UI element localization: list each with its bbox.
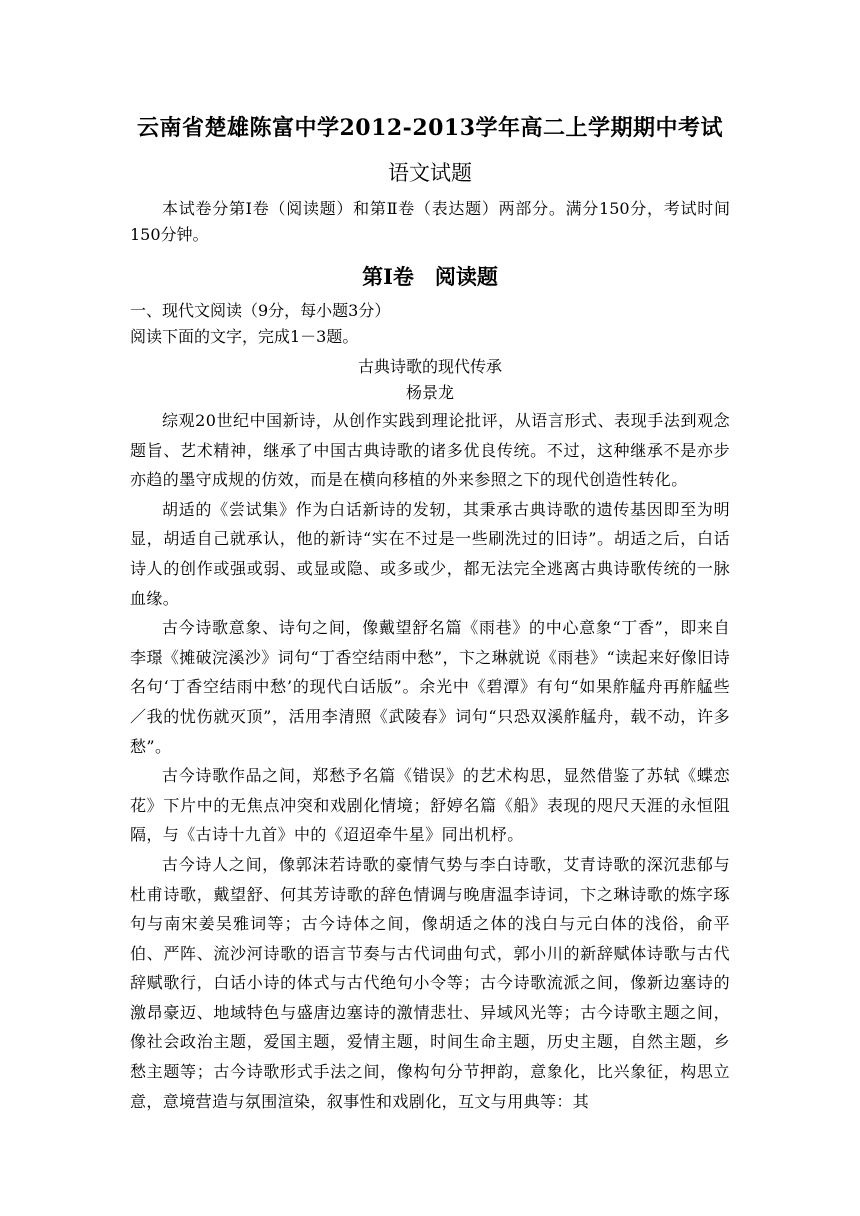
section-label: 一、现代文阅读（9分，每小题3分）: [130, 301, 391, 320]
reading-instruction: 阅读下面的文字，完成1－3题。: [130, 327, 359, 346]
exam-intro: 本试卷分第Ⅰ卷（阅读题）和第Ⅱ卷（表达题）两部分。满分150分，考试时间150分钟。: [130, 199, 730, 244]
exam-page: [130, 112, 730, 1116]
exam-subtitle: 语文试题: [388, 161, 472, 185]
exam-title: 云南省楚雄陈富中学2012-2013学年高二上学期期中考试: [136, 115, 724, 141]
article-paragraph: 古今诗人之间，像郭沫若诗歌的豪情气势与李白诗歌，艾青诗歌的深沉悲郁与杜甫诗歌，戴望舒、何其芳诗歌的辞色情调与晚唐温李诗词，卞之琳诗歌的炼字琢句与南宋姜吴雅词等；古今诗体之间，像胡适之体的浅白与元白体的浅俗，俞平伯、严阵、流沙河诗歌的语言节奏与古代词曲句式，郭小川的新辞赋体诗歌与古代辞赋歌行，白话小诗的体式与古代绝句小令等；古今诗歌流派之间，像新边塞诗的激昂豪迈、地域特色与盛唐边塞诗的激情悲壮、异域风光等；古今诗歌主题之间，像社会政治主题，爱国主题，爱情主题，时间生命主题，历史主题，自然主题，乡愁主题等；古今诗歌形式手法之间，像构句分节押韵，意象化，比兴象征，构思立意，意境营造与氛围渲染，叙事性和戏剧化，互文与用典等：其: [130, 854, 730, 1111]
article-paragraph: 胡适的《尝试集》作为白话新诗的发轫，其秉承古典诗歌的遗传基因即至为明显，胡适自己就承认，他的新诗“实在不过是一些刷洗过的旧诗”。胡适之后，白话诗人的创作或强或弱、或显或隐、或多或少，都无法完全逃离古典诗歌传统的一脉血缘。: [130, 499, 730, 608]
article-paragraph: 古今诗歌作品之间，郑愁予名篇《错误》的艺术构思，显然借鉴了苏轼《蝶恋花》下片中的无焦点冲突和戏剧化情境；舒婷名篇《船》表现的咫尺天涯的永恒阻隔，与《古诗十九首》中的《迢迢牵牛星》同出机杼。: [130, 766, 730, 845]
article-paragraph: 综观20世纪中国新诗，从创作实践到理论批评，从语言形式、表现手法到观念题旨、艺术精神，继承了中国古典诗歌的诸多优良传统。不过，这种继承不是亦步亦趋的墨守成规的仿效，而是在横向移植的外来参照之下的现代创造性转化。: [130, 411, 730, 490]
article-title: 古典诗歌的现代传承: [357, 357, 502, 376]
article-author: 杨景龙: [405, 383, 454, 402]
article-paragraph: 古今诗歌意象、诗句之间，像戴望舒名篇《雨巷》的中心意象“丁香”，即来自李璟《摊破浣溪沙》词句“丁香空结雨中愁”，卞之琳就说《雨巷》“读起来好像旧诗名句‘丁香空结雨中愁’的现代白话版”。余光中《碧潭》有句“如果舴艋舟再舴艋些／我的忧伤就灭顶”，活用李清照《武陵春》词句“只恐双溪舴艋舟，载不动，许多愁”。: [130, 618, 730, 756]
part-one-heading: 第Ⅰ卷 阅读题: [362, 264, 498, 289]
